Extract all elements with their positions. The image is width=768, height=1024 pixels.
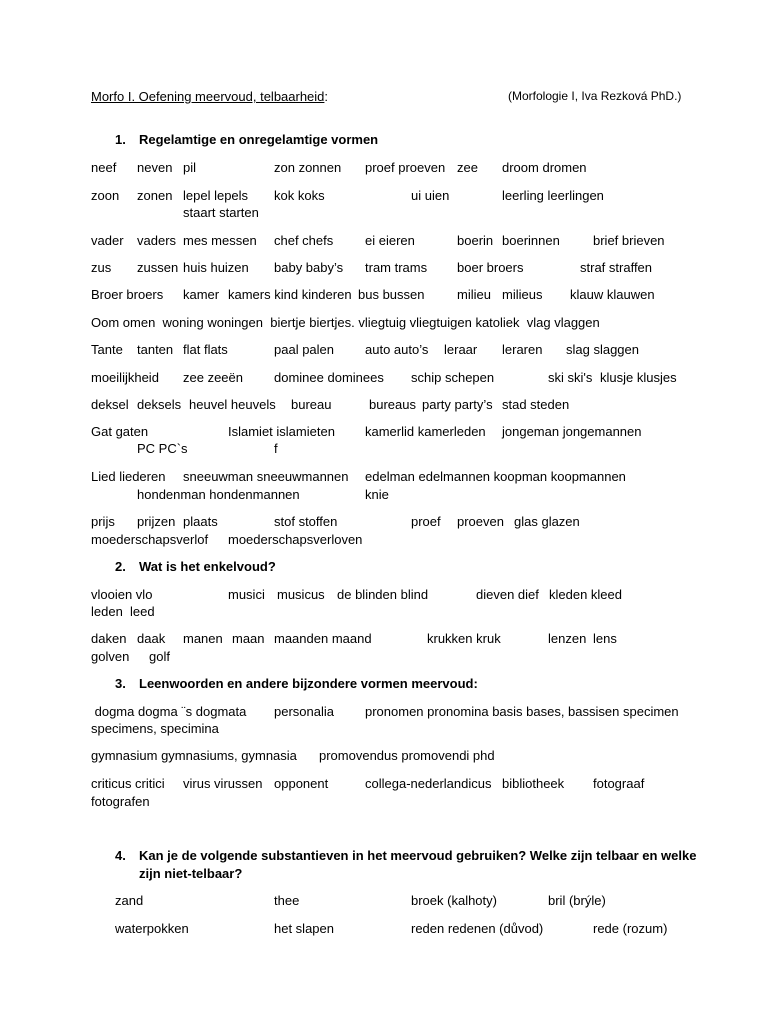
word-pair: maanden maand <box>274 631 372 646</box>
word-pair: fotografen <box>91 794 150 809</box>
word-pair: milieu <box>457 287 491 302</box>
word-pair: klauw klauwen <box>570 287 655 302</box>
word-pair: boer broers <box>457 260 524 275</box>
word-pair: Tante <box>91 342 123 357</box>
word-pair: reden redenen (důvod) <box>411 921 544 936</box>
word-pair: dominee dominees <box>274 370 384 385</box>
word-pair: vader <box>91 233 124 248</box>
section-1-heading: Regelamtige en onregelamtige vormen <box>139 132 379 147</box>
word-pair: leraren <box>502 342 543 357</box>
word-pair: manen <box>183 631 223 646</box>
word-pair: lens <box>593 631 617 646</box>
word-pair: krukken kruk <box>427 631 501 646</box>
word-pair: collega-nederlandicus <box>365 776 492 791</box>
word-pair: zonen <box>137 188 173 203</box>
title-colon: : <box>324 89 329 104</box>
word-pair: golven <box>91 649 130 664</box>
word-pair: personalia <box>274 704 334 719</box>
word-pair: boerin <box>457 233 494 248</box>
word-pair: stad steden <box>502 397 570 412</box>
word-pair: neven <box>137 160 173 175</box>
word-pair: het slapen <box>274 921 334 936</box>
word-pair: zee <box>457 160 478 175</box>
word-pair: moederschapsverlof <box>91 532 209 547</box>
word-pair: kamer <box>183 287 220 302</box>
word-pair: dogma dogma ¨s dogmata <box>91 704 247 719</box>
word-pair: leerling leerlingen <box>502 188 604 203</box>
word-pair: deksels <box>137 397 182 412</box>
word-pair: kleden kleed <box>549 587 622 602</box>
word-pair: ski ski's <box>548 370 593 385</box>
word-pair: broek (kalhoty) <box>411 893 497 908</box>
word-pair: dieven dief <box>476 587 539 602</box>
word-pair: prijs <box>91 514 115 529</box>
section-4-heading: Kan je de volgende substantieven in het meervoud gebruiken? Welke zijn telbaar en welke <box>139 848 697 863</box>
word-pair: bureau <box>291 397 332 412</box>
word-pair: party party’s <box>422 397 493 412</box>
word-pair: moederschapsverloven <box>228 532 363 547</box>
word-pair: knie <box>365 487 389 502</box>
word-pair: promovendus promovendi phd <box>319 748 495 763</box>
word-pair: specimens, specimina <box>91 721 219 736</box>
word-pair: virus virussen <box>183 776 263 791</box>
word-pair: waterpokken <box>115 921 189 936</box>
word-pair: daken <box>91 631 127 646</box>
word-pair: pil <box>183 160 197 175</box>
word-pair: leden leed <box>91 604 155 619</box>
word-pair: musicus <box>277 587 325 602</box>
word-pair: opponent <box>274 776 329 791</box>
word-pair: Oom omen woning woningen biertje biertjes. vliegtuig vliegtuigen katoliek vlag vlaggen <box>91 315 600 330</box>
word-pair: huis huizen <box>183 260 249 275</box>
word-pair: edelman edelmannen koopman koopmannen <box>365 469 626 484</box>
word-pair: zus <box>91 260 112 275</box>
word-pair: Islamiet islamieten <box>228 424 335 439</box>
document-title: Morfo I. Oefening meervoud, telbaarheid <box>91 89 325 104</box>
word-pair: zussen <box>137 260 179 275</box>
section-4-number: 4. <box>115 848 126 863</box>
word-pair: straf straffen <box>580 260 653 275</box>
word-pair: proeven <box>457 514 504 529</box>
word-pair: bureaus <box>369 397 416 412</box>
word-pair: lenzen <box>548 631 587 646</box>
word-pair: jongeman jongemannen <box>502 424 642 439</box>
word-pair: rede (rozum) <box>593 921 668 936</box>
word-pair: PC PC`s <box>137 441 188 456</box>
word-pair: vlooien vlo <box>91 587 153 602</box>
word-pair: ui uien <box>411 188 450 203</box>
word-pair: plaats <box>183 514 218 529</box>
word-pair: klusje klusjes <box>600 370 677 385</box>
word-pair: daak <box>137 631 166 646</box>
word-pair: paal palen <box>274 342 334 357</box>
word-pair: neef <box>91 160 117 175</box>
word-pair: criticus critici <box>91 776 165 791</box>
word-pair: baby baby’s <box>274 260 344 275</box>
section-1-number: 1. <box>115 132 126 147</box>
section-2-number: 2. <box>115 559 126 574</box>
word-pair: lepel lepels <box>183 188 249 203</box>
word-pair: prijzen <box>137 514 176 529</box>
word-pair: auto auto’s <box>365 342 429 357</box>
word-pair: f <box>274 441 278 456</box>
word-pair: boerinnen <box>502 233 560 248</box>
word-pair: heuvel heuvels <box>189 397 276 412</box>
author-reference: (Morfologie I, Iva Rezková PhD.) <box>508 89 682 103</box>
word-pair: mes messen <box>183 233 257 248</box>
word-pair: zoon <box>91 188 120 203</box>
word-pair: schip schepen <box>411 370 495 385</box>
word-pair: fotograaf <box>593 776 645 791</box>
word-pair: deksel <box>91 397 129 412</box>
word-pair: moeilijkheid <box>91 370 159 385</box>
word-pair: ei eieren <box>365 233 415 248</box>
word-pair: slag slaggen <box>566 342 639 357</box>
word-pair: Lied liederen <box>91 469 166 484</box>
word-pair: kamerlid kamerleden <box>365 424 486 439</box>
word-pair: Gat gaten <box>91 424 149 439</box>
section-2-heading: Wat is het enkelvoud? <box>139 559 276 574</box>
word-pair: zon zonnen <box>274 160 342 175</box>
word-pair: pronomen pronomina basis bases, bassisen specimen <box>365 704 679 719</box>
word-pair: stof stoffen <box>274 514 338 529</box>
word-pair: golf <box>149 649 170 664</box>
word-pair: bril (brýle) <box>548 893 606 908</box>
word-pair: vaders <box>137 233 177 248</box>
word-pair: brief brieven <box>593 233 665 248</box>
word-pair: zand <box>115 893 144 908</box>
word-pair: zee zeeën <box>183 370 243 385</box>
word-pair: glas glazen <box>514 514 580 529</box>
word-pair: sneeuwman sneeuwmannen <box>183 469 349 484</box>
word-pair: leraar <box>444 342 478 357</box>
word-pair: tanten <box>137 342 174 357</box>
word-pair: kok koks <box>274 188 325 203</box>
word-pair: staart starten <box>183 205 259 220</box>
word-pair: tram trams <box>365 260 428 275</box>
word-pair: gymnasium gymnasiums, gymnasia <box>91 748 297 763</box>
section-4-heading-cont: zijn niet-telbaar? <box>139 866 243 881</box>
section-3-number: 3. <box>115 676 126 691</box>
word-pair: chef chefs <box>274 233 334 248</box>
word-pair: hondenman hondenmannen <box>137 487 300 502</box>
word-pair: kamers kind kinderen <box>228 287 352 302</box>
word-pair: milieus <box>502 287 543 302</box>
word-pair: thee <box>274 893 300 908</box>
word-pair: Broer broers <box>91 287 164 302</box>
word-pair: bus bussen <box>358 287 425 302</box>
word-pair: maan <box>232 631 265 646</box>
document-title-line <box>91 88 328 105</box>
word-pair: proef proeven <box>365 160 446 175</box>
word-pair: flat flats <box>183 342 228 357</box>
section-3-heading: Leenwoorden en andere bijzondere vormen meervoud: <box>139 676 478 691</box>
word-pair: droom dromen <box>502 160 587 175</box>
word-pair: proef <box>411 514 441 529</box>
word-pair: de blinden blind <box>337 587 429 602</box>
word-pair: musici <box>228 587 265 602</box>
word-pair: bibliotheek <box>502 776 565 791</box>
